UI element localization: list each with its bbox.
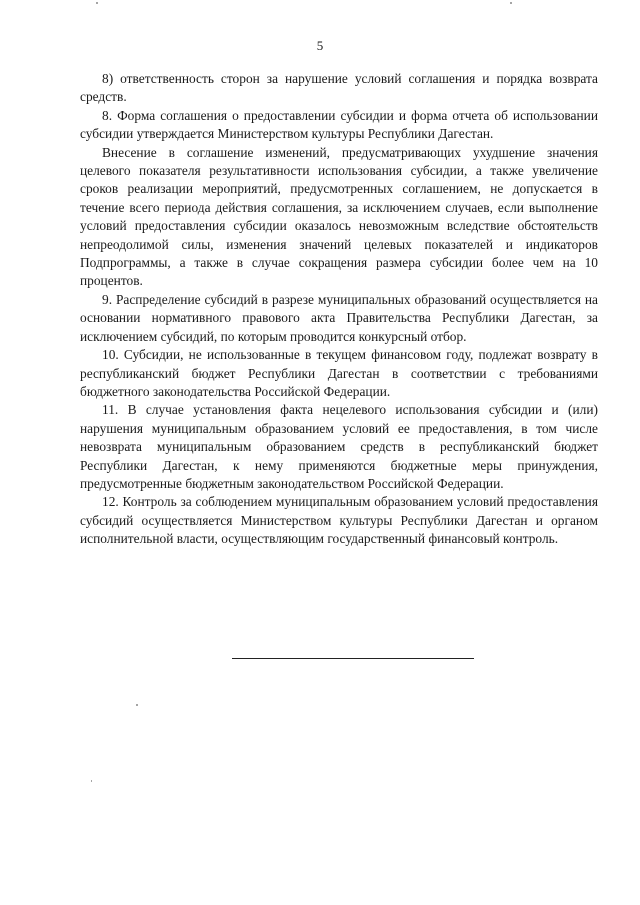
paragraph-control: 12. Контроль за соблюдением муниципальным образованием условий предоставления субсидий осуществляется Министерством культуры Республики Дагестан и органом исполнительной власти, осуществляющим государственный финансовый контроль. <box>80 494 598 547</box>
scan-speck <box>510 2 512 4</box>
paragraph-unused-subsidies: 10. Субсидии, не использованные в текущем финансовом году, подлежат возврату в республиканский бюджет Республики Дагестан в соответствии с требованиями бюджетного законодательства Российской Федерации. <box>80 347 598 399</box>
scan-speck <box>96 2 98 4</box>
scan-speck <box>136 704 138 706</box>
scan-speck <box>91 780 92 782</box>
document-body <box>80 70 598 549</box>
paragraph-misuse: 11. В случае установления факта нецелевого использования субсидии и (или) нарушения муниципальным образованием условий ее предоставления, в том числе невозврата муниципальным образованием средств в республиканский бюджет Республики Дагестан, к нему применяются бюджетные меры принуждения, предусмотренные бюджетным законодательством Российской Федерации. <box>80 402 598 491</box>
paragraph-distribution: 9. Распределение субсидий в разрезе муниципальных образований осуществляется на основании нормативного правового акта Правительства Республики Дагестан, за исключением субсидий, по которым проводится конкурсный отбор. <box>80 291 598 344</box>
paragraph-agreement-form: 8. Форма соглашения о предоставлении субсидии и форма отчета об использовании субсидии утверждается Министерством культуры Республики Дагестан. <box>80 107 598 142</box>
paragraph-liability: 8) ответственность сторон за нарушение условий соглашения и порядка возврата средств. <box>80 71 598 105</box>
page-number: 5 <box>316 38 324 53</box>
paragraph-amendments: Внесение в соглашение изменений, предусматривающих ухудшение значения целевого показателя результативности использования субсидии, а также увеличение сроков реализации мероприятий, предусмотренных соглашением, не допускается в течение всего периода действия соглашения, за исключением случаев, если выполнение условий предоставления субсидии оказалось невозможным вследствие обстоятельств непреодолимой силы, изменения значений целевых показателей и индикаторов Подпрограммы, а также в случае сокращения размера субсидии более чем на 10 процентов. <box>80 144 598 289</box>
separator-line <box>232 658 474 659</box>
